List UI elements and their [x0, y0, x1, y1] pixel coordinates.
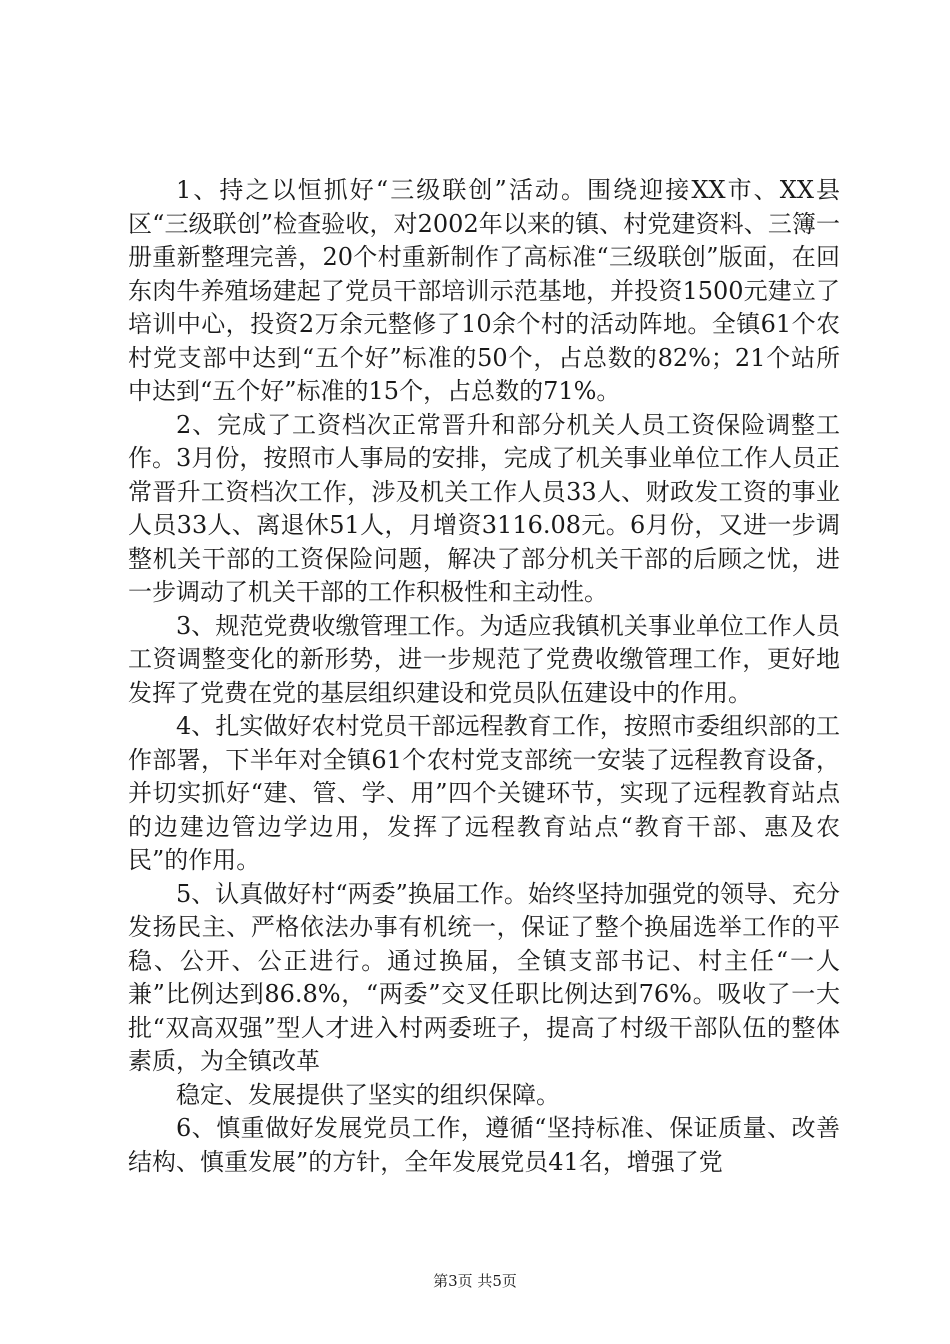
paragraph-6: 6、慎重做好发展党员工作，遵循“坚持标准、保证质量、改善结构、慎重发展”的方针，全年发展党员41名，增强了党: [128, 1114, 840, 1176]
paragraph-2: 2、完成了工资档次正常晋升和部分机关人员工资保险调整工作。3月份，按照市人事局的安排，完成了机关事业单位工作人员正常晋升工资档次工作，涉及机关工作人员33人、财政发工资的事业人员33人、离退休51人，月增资3116.08元。6月份，又进一步调整机关干部的工资保险问题，解决了部分机关干部的后顾之忧，进一步调动了机关干部的工作积极性和主动性。: [128, 410, 840, 606]
document-body: [128, 174, 840, 1179]
paragraph-5-continuation: 稳定、发展提供了坚实的组织保障。: [176, 1080, 560, 1109]
page-footer: 第3页 共5页: [433, 1272, 517, 1290]
paragraph-3: 3、规范党费收缴管理工作。为适应我镇机关事业单位工作人员工资调整变化的新形势，进一步规范了党费收缴管理工作，更好地发挥了党费在党的基层组织建设和党员队伍建设中的作用。: [128, 611, 840, 707]
paragraph-1: 1、持之以恒抓好“三级联创”活动。围绕迎接XX市、XX县区“三级联创”检查验收，对2002年以来的镇、村党建资料、三簿一册重新整理完善，20个村重新制作了高标准“三级联创”版面，在回东肉牛养殖场建起了党员干部培训示范基地，并投资1500元建立了培训中心，投资2万余元整修了10余个村的活动阵地。全镇61个农村党支部中达到“五个好”标准的50个，占总数的82%；21个站所中达到“五个好”标准的15个，占总数的71%。: [128, 176, 840, 405]
paragraph-4: 4、扎实做好农村党员干部远程教育工作，按照市委组织部的工作部署，下半年对全镇61个农村党支部统一安装了远程教育设备，并切实抓好“建、管、学、用”四个关键环节，实现了远程教育站点的边建边管边学边用，发挥了远程教育站点“教育干部、惠及农民”的作用。: [128, 712, 840, 874]
paragraph-5: 5、认真做好村“两委”换届工作。始终坚持加强党的领导、充分发扬民主、严格依法办事有机统一，保证了整个换届选举工作的平稳、公开、公正进行。通过换届，全镇支部书记、村主任“一人兼”比例达到86.8%，“两委”交叉任职比例达到76%。吸收了一大批“双高双强”型人才进入村两委班子，提高了村级干部队伍的整体素质，为全镇改革: [128, 879, 840, 1075]
